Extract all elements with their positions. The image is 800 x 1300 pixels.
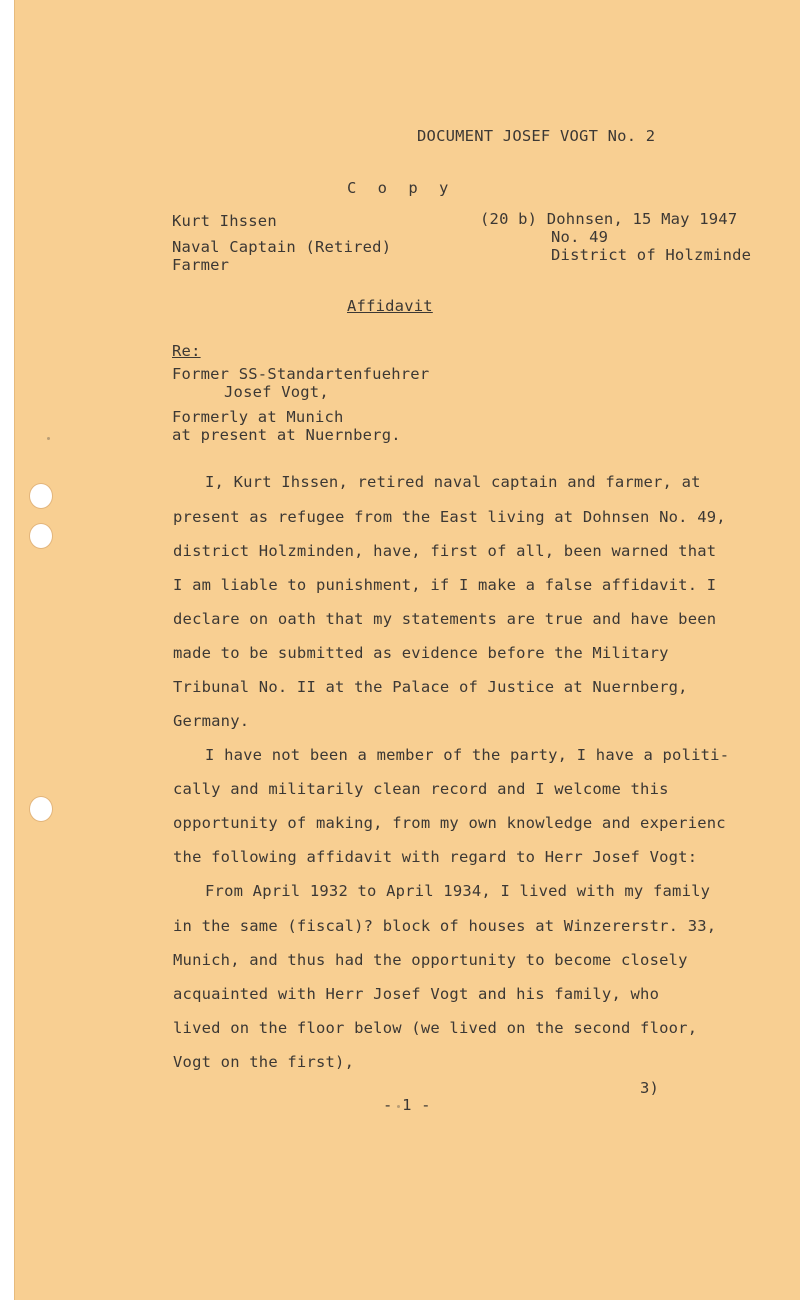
body-line: present as refugee from the East living at Dohnsen No. 49, — [173, 508, 726, 526]
punch-hole-bottom — [29, 796, 53, 822]
re-line-name: Josef Vogt, — [224, 383, 329, 401]
affidavit-heading: Affidavit — [347, 297, 433, 315]
copy-label: C o p y — [347, 179, 455, 197]
body-line: Germany. — [173, 712, 250, 730]
re-line-former-residence: Formerly at Munich — [172, 408, 344, 426]
place-date-line: (20 b) Dohnsen, 15 May 1947 — [480, 210, 738, 228]
body-line: opportunity of making, from my own knowledge and experienc — [173, 814, 726, 832]
body-line: I have not been a member of the party, I have a politi- — [205, 746, 730, 764]
punch-hole-top — [29, 483, 53, 509]
body-line: Tribunal No. II at the Palace of Justice at Nuernberg, — [173, 678, 688, 696]
body-line: district Holzminden, have, first of all, been warned that — [173, 542, 717, 560]
document-sheet — [14, 0, 800, 1300]
body-line: acquainted with Herr Josef Vogt and his family, who — [173, 985, 660, 1003]
body-line: Munich, and thus had the opportunity to become closely — [173, 951, 688, 969]
body-line: Vogt on the first), — [173, 1053, 355, 1071]
body-line: made to be submitted as evidence before the Military — [173, 644, 669, 662]
body-line: cally and militarily clean record and I welcome this — [173, 780, 669, 798]
body-line: I am liable to punishment, if I make a false affidavit. I — [173, 576, 717, 594]
body-line: From April 1932 to April 1934, I lived with my family — [205, 882, 711, 900]
page-number: - 1 - — [383, 1096, 431, 1114]
re-line-rank: Former SS-Standartenfuehrer — [172, 365, 430, 383]
paper-speck — [47, 437, 50, 440]
district-line: District of Holzminde — [551, 246, 752, 264]
punch-hole-middle — [29, 523, 53, 549]
house-number-line: No. 49 — [551, 228, 609, 246]
re-line-present-residence: at present at Nuernberg. — [172, 426, 401, 444]
body-line: in the same (fiscal)? block of houses at Winzererstr. 33, — [173, 917, 717, 935]
sender-occupation: Farmer — [172, 256, 230, 274]
body-line: lived on the floor below (we lived on the second floor, — [173, 1019, 698, 1037]
body-line: declare on oath that my statements are true and have been — [173, 610, 717, 628]
body-line: I, Kurt Ihssen, retired naval captain and farmer, at — [205, 473, 701, 491]
re-label: Re: — [172, 342, 201, 360]
sender-title: Naval Captain (Retired) — [172, 238, 392, 256]
document-header-title: DOCUMENT JOSEF VOGT No. 2 — [417, 127, 656, 145]
body-line: the following affidavit with regard to Herr Josef Vogt: — [173, 848, 698, 866]
sender-name: Kurt Ihssen — [172, 212, 277, 230]
footnote-mark: 3) — [640, 1079, 660, 1097]
